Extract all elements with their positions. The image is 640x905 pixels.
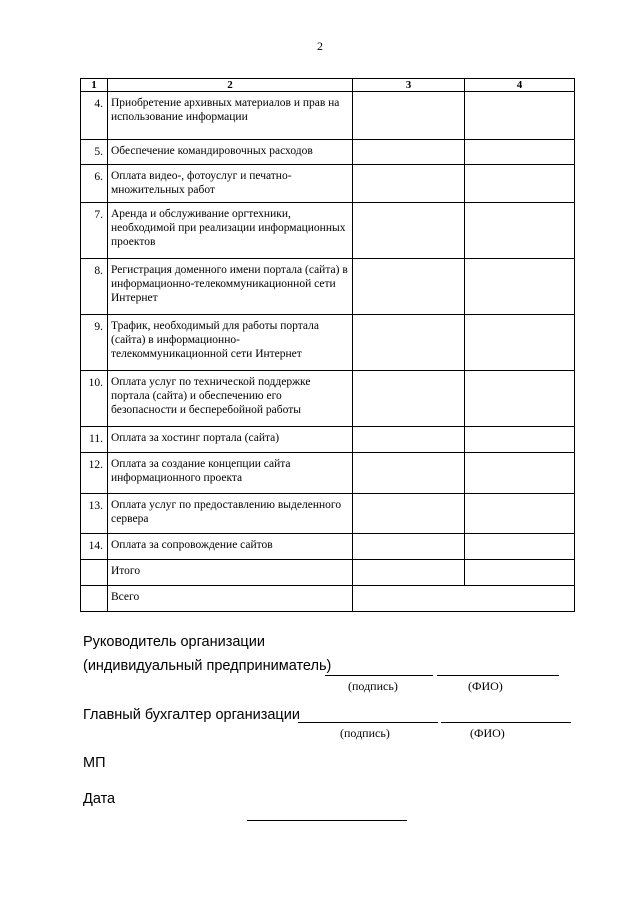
head-signature-caption: (подпись) xyxy=(348,679,398,693)
head-fio-caption: (ФИО) xyxy=(468,679,503,693)
row-col-4 xyxy=(465,92,575,140)
row-number: 5. xyxy=(81,140,108,165)
row-col-4 xyxy=(465,165,575,203)
row-number: 10. xyxy=(81,371,108,427)
head-signature-line xyxy=(325,675,433,676)
row-col-3 xyxy=(353,140,465,165)
row-description: Итого xyxy=(108,560,353,586)
total-num-cell xyxy=(81,586,108,612)
row-col-4 xyxy=(465,494,575,534)
table-body xyxy=(81,92,575,612)
row-description: Оплата за создание концепции сайта информационного проекта xyxy=(108,453,353,494)
header-col-3: 3 xyxy=(353,79,465,92)
row-col-3 xyxy=(353,534,465,560)
row-number: 11. xyxy=(81,427,108,453)
table-row xyxy=(81,259,575,315)
row-number xyxy=(81,560,108,586)
row-col-3 xyxy=(353,315,465,371)
table-row xyxy=(81,427,575,453)
table-row xyxy=(81,203,575,259)
table-row xyxy=(81,165,575,203)
row-col-4 xyxy=(465,560,575,586)
accountant-fio-caption: (ФИО) xyxy=(470,726,505,740)
accountant-fio-line xyxy=(441,722,571,723)
row-col-4 xyxy=(465,140,575,165)
row-col-4 xyxy=(465,203,575,259)
row-description: Оплата за сопровождение сайтов xyxy=(108,534,353,560)
table-header-row xyxy=(81,79,575,92)
date-label: Дата xyxy=(83,791,116,807)
table-row xyxy=(81,371,575,427)
row-number: 13. xyxy=(81,494,108,534)
row-col-4 xyxy=(465,371,575,427)
row-col-4 xyxy=(465,315,575,371)
row-col-3 xyxy=(353,203,465,259)
accountant-signature-line xyxy=(298,722,438,723)
row-number: 9. xyxy=(81,315,108,371)
accountant-title: Главный бухгалтер организации xyxy=(83,707,300,723)
row-col-3 xyxy=(353,259,465,315)
table-row-total xyxy=(81,586,575,612)
row-col-3 xyxy=(353,371,465,427)
row-number: 12. xyxy=(81,453,108,494)
row-description: Оплата услуг по предоставлению выделенного сервера xyxy=(108,494,353,534)
stamp-label: МП xyxy=(83,755,106,771)
row-number: 14. xyxy=(81,534,108,560)
row-col-3 xyxy=(353,92,465,140)
header-col-2: 2 xyxy=(108,79,353,92)
header-col-1: 1 xyxy=(81,79,108,92)
row-col-4 xyxy=(465,453,575,494)
head-fio-line xyxy=(437,675,559,676)
row-description: Приобретение архивных материалов и прав на использование информации xyxy=(108,92,353,140)
row-col-3 xyxy=(353,560,465,586)
row-description: Аренда и обслуживание оргтехники, необходимой при реализации информационных проектов xyxy=(108,203,353,259)
row-description: Трафик, необходимый для работы портала (сайта) в информационно-телекоммуникационной сети Интернет xyxy=(108,315,353,371)
row-description: Обеспечение командировочных расходов xyxy=(108,140,353,165)
head-title: Руководитель организации xyxy=(83,634,265,650)
row-description: Оплата видео-, фотоуслуг и печатно-множительных работ xyxy=(108,165,353,203)
table-row xyxy=(81,92,575,140)
table-row xyxy=(81,494,575,534)
table-row xyxy=(81,453,575,494)
row-number: 8. xyxy=(81,259,108,315)
row-col-3 xyxy=(353,427,465,453)
row-number: 4. xyxy=(81,92,108,140)
row-description: Оплата за хостинг портала (сайта) xyxy=(108,427,353,453)
total-label: Всего xyxy=(108,586,353,612)
header-col-4: 4 xyxy=(465,79,575,92)
row-col-4 xyxy=(465,534,575,560)
row-col-4 xyxy=(465,427,575,453)
table-row xyxy=(81,560,575,586)
table-row xyxy=(81,534,575,560)
cost-table xyxy=(80,78,575,612)
row-col-3 xyxy=(353,453,465,494)
accountant-signature-caption: (подпись) xyxy=(340,726,390,740)
date-line xyxy=(247,820,407,821)
row-description: Оплата услуг по технической поддержке портала (сайта) и обеспечению его безопасности и бесперебойной работы xyxy=(108,371,353,427)
table-row xyxy=(81,315,575,371)
head-subtitle: (индивидуальный предприниматель) xyxy=(83,658,332,674)
table-row xyxy=(81,140,575,165)
total-value-cell xyxy=(353,586,575,612)
row-col-4 xyxy=(465,259,575,315)
row-col-3 xyxy=(353,494,465,534)
row-description: Регистрация доменного имени портала (сайта) в информационно-телекоммуникационной сети Интернет xyxy=(108,259,353,315)
row-number: 6. xyxy=(81,165,108,203)
page-number: 2 xyxy=(317,39,323,53)
row-number: 7. xyxy=(81,203,108,259)
row-col-3 xyxy=(353,165,465,203)
